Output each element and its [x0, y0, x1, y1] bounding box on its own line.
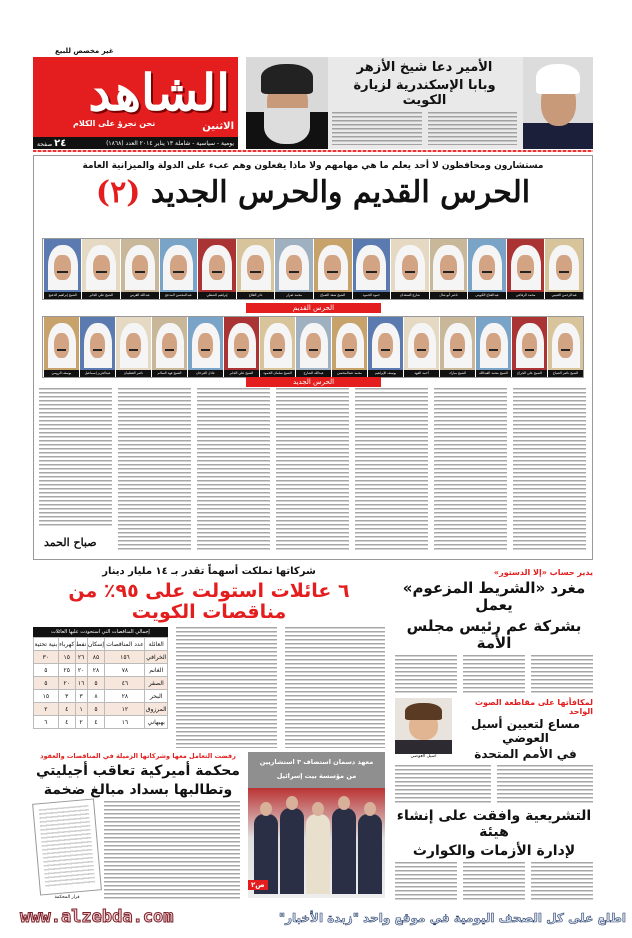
person-photo: [259, 317, 295, 377]
divider: [33, 150, 593, 152]
top-headline-2: وبابا الإسكندرية لزيارة الكويت: [353, 77, 496, 108]
article-column: [197, 388, 270, 551]
person-name: ناصر القطيبان: [116, 370, 151, 377]
table-cell: ٧٨: [105, 664, 145, 677]
person-name: الشيخ فهد السالم: [152, 370, 187, 377]
awadhi-headline-2: في الأمم المتحدة: [474, 746, 577, 761]
agility-story: [36, 752, 240, 900]
agility-kicker: رفضت التعامل معها وشركاتها الزميلة في المناقصات والعقود: [40, 752, 236, 760]
person-photo: [313, 239, 352, 299]
photo-story: [248, 752, 385, 898]
table-header: العائلة: [145, 638, 168, 651]
person-photo: [403, 317, 439, 377]
person-name: الشيخ علي الجراح: [512, 370, 547, 377]
article-column: [434, 388, 507, 551]
person-name: أحمد الفهد: [404, 370, 439, 377]
table-cell: ٢٦: [75, 651, 87, 664]
person-photo: [547, 317, 583, 377]
issue-strip: [33, 137, 238, 149]
person-name: الشيخ سعد الصباح: [314, 292, 352, 299]
person-photo: [43, 317, 79, 377]
azhar-photo: [523, 57, 593, 149]
slogan: نحن نجرؤ على الكلام: [73, 119, 156, 128]
old-guard-photos: [42, 238, 584, 300]
top-headline-1: الأمير دعا شيخ الأزهر: [356, 60, 493, 75]
awadhi-photo: [395, 698, 452, 754]
article-column: [39, 388, 112, 528]
table-row: [34, 664, 168, 677]
person-name: عبدالله الشارخ: [296, 370, 331, 377]
person-name: محمد عبدالمحسن: [332, 370, 367, 377]
table-cell: ٤٦: [105, 677, 145, 690]
footer-url[interactable]: www.alzebda.com: [20, 907, 174, 927]
person-name: يوسف الإبراهيم: [368, 370, 403, 377]
table-cell: ٦: [34, 716, 59, 729]
person-photo: [331, 317, 367, 377]
new-guard-label: الحرس الجديد: [246, 377, 381, 387]
person-photo: [352, 239, 391, 299]
table-cell: ٣: [58, 690, 75, 703]
table-cell: ٢: [34, 703, 59, 716]
table-cell: ٤: [58, 703, 75, 716]
person-photo: [115, 317, 151, 377]
table-header: عدد المناقصات: [105, 638, 145, 651]
person-photo: [197, 239, 236, 299]
table-cell: ٢: [75, 716, 87, 729]
crisis-headline-1: التشريعية وافقت على إنشاء هيئة: [396, 807, 592, 840]
table-cell: ٢٥: [58, 664, 75, 677]
issue-day: الاثنين: [202, 121, 234, 132]
person-name: الشيخ علي الجابر: [224, 370, 259, 377]
person-photo: [236, 239, 275, 299]
person-name: الشيخ ناصر الصباح: [548, 370, 583, 377]
table-header: إسكان: [87, 638, 105, 651]
person-photo: [159, 239, 198, 299]
person-figure: [280, 808, 304, 894]
table-row: [34, 651, 168, 664]
article-column: [513, 388, 586, 551]
old-guard-label: الحرس القديم: [246, 303, 381, 313]
person-photo: [151, 317, 187, 377]
table-row: [34, 703, 168, 716]
table-cell: ١٢: [105, 703, 145, 716]
issue-line: يومية - سياسية - شاملة ١٣ يناير ٢٠١٤ العدد (١٨٦٨): [106, 139, 234, 147]
person-name: الشيخ سلمان الحمود: [260, 370, 295, 377]
table-cell: ٣٠: [34, 651, 59, 664]
person-name: الشيخ مبارك: [440, 370, 475, 377]
person-name: الشيخ محمد العبدالله: [476, 370, 511, 377]
table-cell: ٨٥: [87, 651, 105, 664]
person-figure: [358, 814, 382, 894]
table-cell: ٥: [87, 677, 105, 690]
person-photo: [544, 239, 583, 299]
tape-headline-2: بشركة عم رئيس مجلس الأمة: [406, 616, 582, 652]
table-row: [34, 677, 168, 690]
tape-headline-1: مغرد «الشريط المزعوم» يعمل: [402, 579, 586, 615]
person-photo: [187, 317, 223, 377]
crisis-headline-2: لإدارة الأزمات والكوارث: [412, 842, 576, 859]
families-kicker: شركاتها تملكت أسهماً تقدر بـ ١٤ مليار دينار: [102, 566, 316, 577]
person-photo: [439, 317, 475, 377]
photo-caption: معهد دسمان استضاف ٣ استشاريين من مؤسسة بيت إسرائيل: [248, 752, 385, 788]
main-headline: الحرس القديم والحرس الجديد: [150, 175, 531, 210]
article-column: [276, 388, 349, 551]
agility-headline-2: وتطالبها بسداد مبالغ ضخمة: [43, 782, 233, 799]
person-name: عبدالفتاح الكويتي: [468, 292, 506, 299]
table-header: كهرباء: [58, 638, 75, 651]
table-cell: ١٦: [75, 677, 87, 690]
table-cell: ٢٨: [87, 664, 105, 677]
person-name: ناصر أبو شال: [430, 292, 468, 299]
table-cell: الخرافي: [145, 651, 168, 664]
person-name: محمد الرفاعي: [507, 292, 545, 299]
main-part-number: (٢): [95, 175, 141, 210]
table-cell: ٥: [87, 703, 105, 716]
person-photo: [475, 317, 511, 377]
article-column: [118, 388, 191, 551]
person-name: عبدالله القرس: [121, 292, 159, 299]
document-caption: قرار المحكمة: [54, 895, 80, 900]
person-photo: [274, 239, 313, 299]
main-story: [33, 155, 593, 560]
table-cell: ٥: [34, 664, 59, 677]
table-row: [34, 716, 168, 729]
table-cell: ٣: [75, 690, 87, 703]
newspaper-logo: الشاهد: [88, 63, 230, 122]
table-row: [34, 690, 168, 703]
table-header: بنية تحتية: [34, 638, 59, 651]
table-header: نفط: [75, 638, 87, 651]
person-photo: [506, 239, 545, 299]
pope-photo: [246, 57, 328, 149]
page-tag: ص٢: [248, 880, 268, 890]
person-photo: [81, 239, 120, 299]
table-cell: ٨: [87, 690, 105, 703]
table-cell: ١٦: [105, 716, 145, 729]
court-document-image: [32, 799, 102, 896]
person-name: عبدالمحسن المدعج: [160, 292, 198, 299]
person-photo: [429, 239, 468, 299]
table-cell: ١٥: [58, 651, 75, 664]
person-photo: [43, 239, 82, 299]
person-name: محمد ضرار: [275, 292, 313, 299]
person-photo: [467, 239, 506, 299]
awadhi-headline-1: مساع لتعيين أسيل العوضي: [471, 717, 580, 745]
awadhi-caption: أسيل العوضي: [410, 754, 437, 760]
person-photo: [295, 317, 331, 377]
table-cell: البحر: [145, 690, 168, 703]
table-cell: ٤: [58, 716, 75, 729]
person-name: حمود الحمود: [353, 292, 391, 299]
pages-label: صفحة: [37, 140, 53, 148]
person-photo: [511, 317, 547, 377]
main-kicker: مستشارون ومحافظون لا أحد يعلم ما هي مهامهم ولا ماذا يفعلون وهم عبء على الدولة والميزانية العامة: [82, 161, 544, 171]
table-title: إجمالي المناقصات التي استحوذت عليها العائلات: [33, 627, 168, 637]
families-story: [33, 566, 385, 748]
table-cell: ٢٠: [75, 664, 87, 677]
table-cell: ١٥٦: [105, 651, 145, 664]
table-cell: ٤: [87, 716, 105, 729]
families-headline: ٦ عائلات استولت على ٩٥٪ من مناقصات الكويت: [68, 579, 350, 624]
author-signature: صباح الحمد: [44, 536, 97, 549]
article-column: [355, 388, 428, 551]
table-cell: ١٥: [34, 690, 59, 703]
person-name: الشيخ علي الجابر: [82, 292, 120, 299]
person-name: شارع السعدان: [391, 292, 429, 299]
person-photo: [79, 317, 115, 377]
person-name: نادر الفلاح: [237, 292, 275, 299]
awadhi-kicker: لمكافأتها على مقاطعة الصوت الواحد: [474, 698, 593, 717]
new-guard-photos: [42, 316, 584, 378]
tape-kicker: يدير حساب «إلا الدستور»: [493, 568, 593, 577]
table-cell: المرزوق: [145, 703, 168, 716]
table-cell: ٥: [34, 677, 59, 690]
top-story: [246, 57, 593, 149]
table-cell: الغانم: [145, 664, 168, 677]
person-figure: [306, 814, 330, 894]
not-for-sale-label: غير مخصص للبيع: [55, 47, 114, 55]
table-cell: بهبهاني: [145, 716, 168, 729]
agility-headline-1: محكمة أميركية تعاقب أجيليتي: [36, 763, 240, 779]
person-photo: [120, 239, 159, 299]
person-name: يوسف الرومي: [44, 370, 79, 377]
table-cell: ١: [75, 703, 87, 716]
tenders-table: [33, 627, 168, 748]
right-column-stories: [395, 568, 593, 902]
person-name: إبراهيم الشطي: [198, 292, 236, 299]
person-name: عادل الفرحان: [188, 370, 223, 377]
person-photo: [390, 239, 429, 299]
person-name: عبدالعزيز إسماعيل: [80, 370, 115, 377]
person-photo: [367, 317, 403, 377]
table-cell: ٢٠: [58, 677, 75, 690]
footer-promo: اطلع على كل الصحف اليومية في موقع واحد "زبدة الأخبار": [278, 911, 626, 925]
person-name: الشيخ إبراهيم الدعيج: [44, 292, 82, 299]
pages-count: ٢٤: [54, 137, 67, 149]
person-figure: [332, 808, 356, 894]
table-cell: الصقر: [145, 677, 168, 690]
masthead: [33, 57, 238, 149]
table-cell: ٢٨: [105, 690, 145, 703]
person-photo: [223, 317, 259, 377]
person-name: عبدالرحمن العتيبي: [545, 292, 583, 299]
